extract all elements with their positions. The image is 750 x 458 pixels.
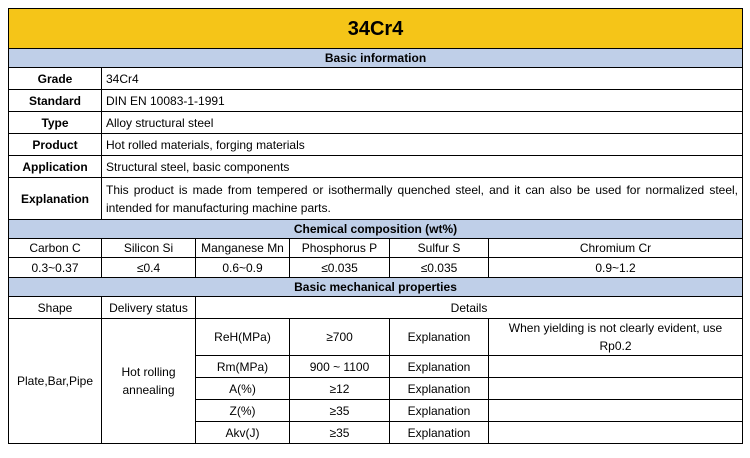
property-note-label: Explanation [390, 378, 489, 400]
property-note-label: Explanation [390, 319, 489, 356]
info-value: Hot rolled materials, forging materials [102, 134, 743, 156]
mechanical-header-row [9, 297, 743, 319]
element-name: Phosphorus P [290, 239, 390, 258]
section-header: Basic information [9, 49, 743, 68]
info-row-application [9, 156, 743, 178]
section-header: Basic mechanical properties [9, 278, 743, 297]
section-header: Chemical composition (wt%) [9, 220, 743, 239]
property-name: Z(%) [196, 400, 290, 422]
info-row-type [9, 112, 743, 134]
section-chemical-composition [9, 220, 743, 239]
page-title: 34Cr4 [9, 9, 743, 49]
section-mechanical-properties [9, 278, 743, 297]
property-name: ReH(MPa) [196, 319, 290, 356]
property-value: ≥12 [290, 378, 390, 400]
element-value: 0.9~1.2 [489, 258, 743, 278]
property-note: When yielding is not clearly evident, use Rp0.2 [489, 319, 743, 356]
property-note-label: Explanation [390, 400, 489, 422]
info-label: Type [9, 112, 102, 134]
section-basic-information [9, 49, 743, 68]
property-note-label: Explanation [390, 422, 489, 444]
element-name: Sulfur S [390, 239, 489, 258]
property-row-reh [9, 319, 743, 356]
property-note [489, 422, 743, 444]
delivery-status-value: Hot rolling annealing [102, 319, 196, 444]
shape-header: Shape [9, 297, 102, 319]
title-row [9, 9, 743, 49]
info-value: Alloy structural steel [102, 112, 743, 134]
info-value: DIN EN 10083-1-1991 [102, 90, 743, 112]
info-label: Grade [9, 68, 102, 90]
property-name: A(%) [196, 378, 290, 400]
info-label: Standard [9, 90, 102, 112]
details-header: Details [196, 297, 743, 319]
info-label: Application [9, 156, 102, 178]
info-value: 34Cr4 [102, 68, 743, 90]
property-value: ≥35 [290, 400, 390, 422]
element-value: ≤0.4 [102, 258, 196, 278]
delivery-status-header: Delivery status [102, 297, 196, 319]
property-note [489, 356, 743, 378]
info-row-standard [9, 90, 743, 112]
property-note [489, 400, 743, 422]
element-value: ≤0.035 [290, 258, 390, 278]
info-label: Explanation [9, 178, 102, 220]
property-value: ≥700 [290, 319, 390, 356]
property-value: ≥35 [290, 422, 390, 444]
element-value: ≤0.035 [390, 258, 489, 278]
property-note [489, 378, 743, 400]
element-name: Silicon Si [102, 239, 196, 258]
chemical-value-row [9, 258, 743, 278]
info-row-explanation [9, 178, 743, 220]
property-value: 900 ~ 1100 [290, 356, 390, 378]
element-name: Manganese Mn [196, 239, 290, 258]
element-name: Carbon C [9, 239, 102, 258]
element-name: Chromium Cr [489, 239, 743, 258]
info-row-product [9, 134, 743, 156]
property-note-label: Explanation [390, 356, 489, 378]
chemical-element-row [9, 239, 743, 258]
element-value: 0.6~0.9 [196, 258, 290, 278]
shape-value: Plate,Bar,Pipe [9, 319, 102, 444]
element-value: 0.3~0.37 [9, 258, 102, 278]
property-name: Akv(J) [196, 422, 290, 444]
info-row-grade [9, 68, 743, 90]
spec-table [8, 8, 743, 444]
info-value: Structural steel, basic components [102, 156, 743, 178]
info-value: This product is made from tempered or isothermally quenched steel, and it can also be used for normalized steel, intended for manufacturing machine parts. [102, 178, 743, 220]
property-name: Rm(MPa) [196, 356, 290, 378]
info-label: Product [9, 134, 102, 156]
